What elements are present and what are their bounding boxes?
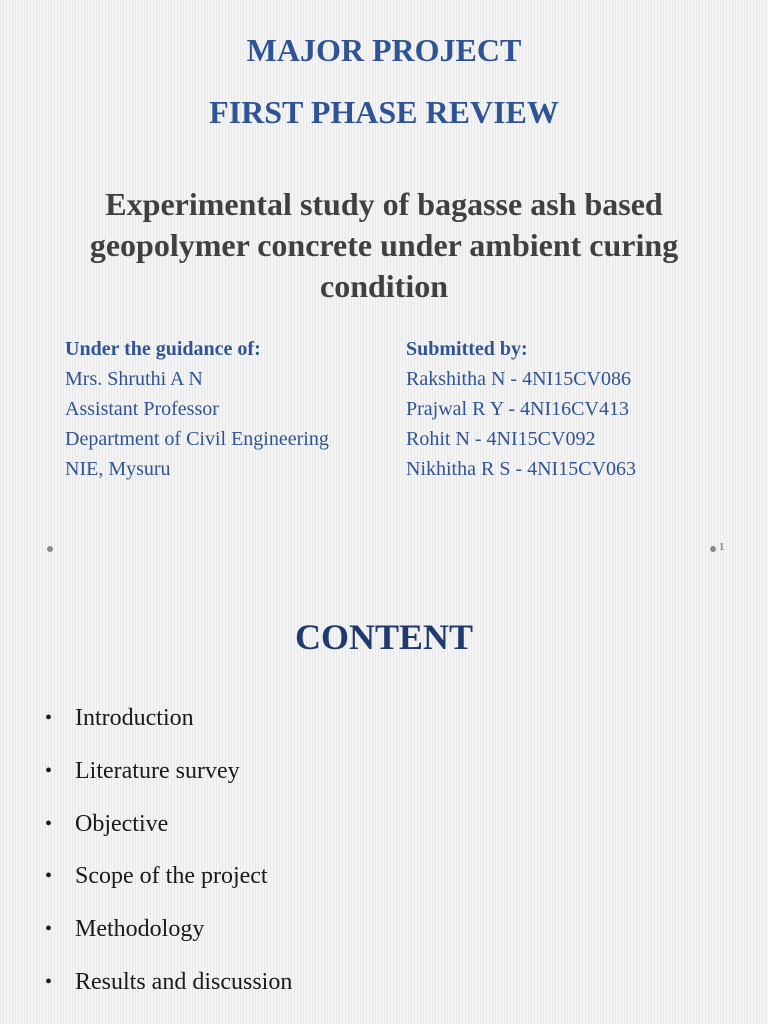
list-item [45,914,292,967]
list-item-label: Results and discussion [75,968,293,995]
list-item [45,967,292,1020]
submitted-heading: Submitted by: [406,338,528,360]
guide-designation: Assistant Professor [65,398,219,420]
bullet-icon: • [45,812,53,835]
list-item [45,756,292,809]
project-topic: Experimental study of bagasse ash based geopolymer concrete under ambient curing condition [89,186,679,304]
student-1: Rakshitha N - 4NI15CV086 [406,368,631,390]
review-subtitle: FIRST PHASE REVIEW [209,94,559,130]
student-2: Prajwal R Y - 4NI16CV413 [406,398,629,420]
list-item [45,809,292,862]
page-number: 1 [719,541,725,553]
bullet-icon: • [45,759,53,782]
slide-2 [0,575,768,1024]
bullet-icon: • [45,970,53,993]
list-item-label: Objective [75,810,169,837]
guide-name: Mrs. Shruthi A N [65,368,203,390]
student-3: Rohit N - 4NI15CV092 [406,428,596,450]
bullet-icon: • [45,707,53,729]
list-item-label: Literature survey [75,757,240,784]
content-list [45,703,292,1020]
guide-institution: NIE, Mysuru [65,458,171,480]
list-item-label: Introduction [75,705,194,731]
list-item-label: Methodology [75,916,205,943]
footer-dot-right-icon [710,546,716,552]
guidance-block [65,334,385,484]
list-item [45,861,292,914]
list-item-label: Scope of the project [75,863,268,890]
submitted-block [406,334,726,484]
student-4: Nikhitha R S - 4NI15CV063 [406,458,636,480]
guidance-heading: Under the guidance of: [65,338,261,360]
project-title: MAJOR PROJECT [246,32,522,68]
content-title: CONTENT [294,617,474,657]
bullet-icon: • [45,865,53,888]
bullet-icon: • [45,918,53,941]
list-item [45,703,292,756]
guide-department: Department of Civil Engineering [65,428,329,450]
footer-dot-left-icon [47,546,53,552]
